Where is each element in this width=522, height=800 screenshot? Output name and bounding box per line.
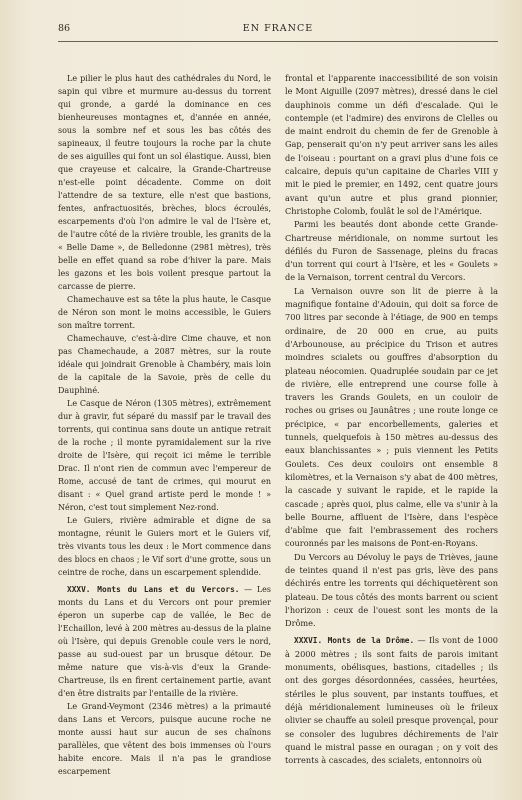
- paragraph: Parmi les beautés dont abonde cette Grande-Chartreuse méridionale, on nomme surtout les défilés du Furon de Sassenage, pleins du fracas d'un torrent qui court à l'Isère, et les « Goulets » de la Vernaison, torrent central du Vercors.: [285, 219, 498, 283]
- paragraph: Le Casque de Néron (1305 mètres), extrêmement dur à gravir, fut séparé du massif par le travail des torrents, qui continua sans doute un antique retrait de la roche ; il monte pyramidalement sur la rive droite de l'Isère, qui reçoit ici même le terrible Drac. Il n'ont rien de commun avec l'empereur de Rome, accusé de tant de crimes, qui mourut en disant : « Quel grand artiste perd le monde ! » Néron, c'est tout simplement Nez-rond.: [58, 399, 271, 512]
- right-column: [285, 72, 498, 767]
- paragraph: Le pilier le plus haut des cathédrales du Nord, le sapin qui vibre et murmure au-dessus du torrent qui gronde, a gardé la dominance en ces bienheureuses montagnes et, d'année en année, sous la sombre nef et sous les bas côtés des sapineaux, il feutre toujours la roche par la chute de ses aiguilles qui font un sol élastique. Aussi, bien que crayeuse et calcaire, la Grande-Chartreuse n'est-elle point décadente. Comme on doit l'attendre de sa texture, elle n'est que bastions, fentes, anfractuosités, brèches, blocs écroulés, escarpements d'où l'on admire le val de l'Isère et, de l'autre côté de la rivière trouble, les granits de la « Belle Dame », de Belledonne (2981 mètres), très belle en effet quand sa robe d'hiver la pare. Mais les gazons et les bois voilent presque partout la carcasse de pierre.: [58, 74, 271, 291]
- running-title: EN FRANCE: [242, 23, 314, 34]
- left-column: [58, 72, 271, 778]
- paragraph-continued: frontal et l'apparente inaccessibilité de son voisin le Mont Aiguille (2097 mètres), dressé dans le ciel dauphinois comme un défi d'escalade. Qui le contemple (et l'admire) des environs de Clelles ou de maint endroit du chemin de fer de Grenoble à Gap, penserait qu'on n'y peut arriver sans les ailes de l'oiseau : pourtant on a gravi plus d'une fois ce calcaire, depuis qu'un capitaine de Charles VIII y mit le pied le premier, en 1492, cent quatre jours avant qu'un autre et plus grand pionnier, Christophe Colomb, foulât le sol de l'Amérique.: [285, 73, 498, 216]
- section-text: — Les monts du Lans et du Vercors ont pour premier éperon un superbe cap de vallée, le Bec de l'Echaillon, levé à 200 mètres au-dessus de la plaine où l'Isère, qui depuis Grenoble coule vers le nord, passe au sud-ouest par un brusque détour. De même nature que vis-à-vis d'eux la Grande-Chartreuse, ils en firent certainement partie, avant d'en être distraits par l'entaille de la rivière.: [58, 585, 271, 698]
- header-rule: [58, 41, 498, 42]
- section-paragraph: [58, 583, 271, 700]
- section-heading: XXXV. Monts du Lans et du Vercors.: [67, 585, 240, 594]
- paragraph: Du Vercors au Dévoluy le pays de Trièves, jaune de teintes quand il n'est pas gris, lève des pans déchirés entre les torrents qui déchiquetèrent son plateau. De tous côtés des monts barrent ou scient l'horizon : ceux de l'ouest sont les monts de la Drôme.: [285, 551, 498, 629]
- paragraph: Le Grand-Veymont (2346 mètres) a la primauté dans Lans et Vercors, puisque aucune roche ne monte aussi haut sur aucun de ses chaînons parallèles, que vêtent des bois immenses où l'ours habite encore. Mais il n'a pas le grandiose escarpement: [58, 702, 271, 776]
- page-header: [58, 23, 498, 37]
- page-number: 86: [58, 23, 71, 34]
- section-paragraph: [285, 634, 498, 767]
- section-heading: XXXVI. Monts de la Drôme.: [294, 636, 415, 646]
- paragraph: Chamechauve est sa tête la plus haute, le Casque de Néron son mont le moins accessible, le Guiers son maître torrent.: [58, 295, 271, 330]
- paragraph: Chamechauve, c'est-à-dire Cime chauve, et non pas Chamechaude, a 2087 mètres, sur la route idéale qui joindrait Grenoble à Chambéry, mais loin de la capitale de la Savoie, près de celle du Dauphiné.: [58, 334, 271, 395]
- paragraph: La Vernaison ouvre son lit de pierre à la magnifique fontaine d'Adouin, qui doit sa force de 700 litres par seconde à l'étiage, de 900 en temps ordinaire, de 20 000 en crue, au puits d'Arbounouse, au précipice du Trison et autres moindres scialets ou gouffres d'absorption du plateau néocomien. Quadruplée soudain par ce jet de rivière, elle entreprend une course folle à travers les Grands Goulets, en un couloir de roches ou grises ou Jaunâtres ; une route longe ce précipice, « par encorbellements, galeries et tunnels, quelquefois à 150 mètres au-dessus des eaux blanchissantes » ; puis viennent les Petits Goulets. Ces deux couloirs ont ensemble 8 kilomètres, et la Vernaison s'y abat de 400 mètres, la cascade y suivant le rapide, et le rapide la cascade ; après quoi, plus calme, elle va s'unir à la belle Bourne, affluent de l'Isère, dans l'espèce d'abîme que fait l'embrassement des rochers couronnés par les maisons de Pont-en-Royans.: [285, 285, 498, 549]
- paragraph: Le Guiers, rivière admirable et digne de sa montagne, réunit le Guiers mort et le Guiers vif, très vivants tous les deux : le Mort commence dans des blocs en chaos ; le Vif sort d'une grotte, sous un ceintre de roche, dans un escarpement splendide.: [58, 516, 271, 577]
- section-text: — Ils vont de 1000 à 2000 mètres ; ils sont faits de parois imitant monuments, obélisques, bastions, citadelles ; ils ont des gorges désordonnées, cassées, heurtées, stériles le plus souvent, par instants touffues, et déjà méridionalement lumineuses où le frileux olivier se chauffe au soleil presque provençal, pour se consoler des lugubres déchirements de l'air quand le mistral passe en ouragan ; on y voit des torrents à cascades, des scialets, entonnoirs où: [285, 635, 499, 766]
